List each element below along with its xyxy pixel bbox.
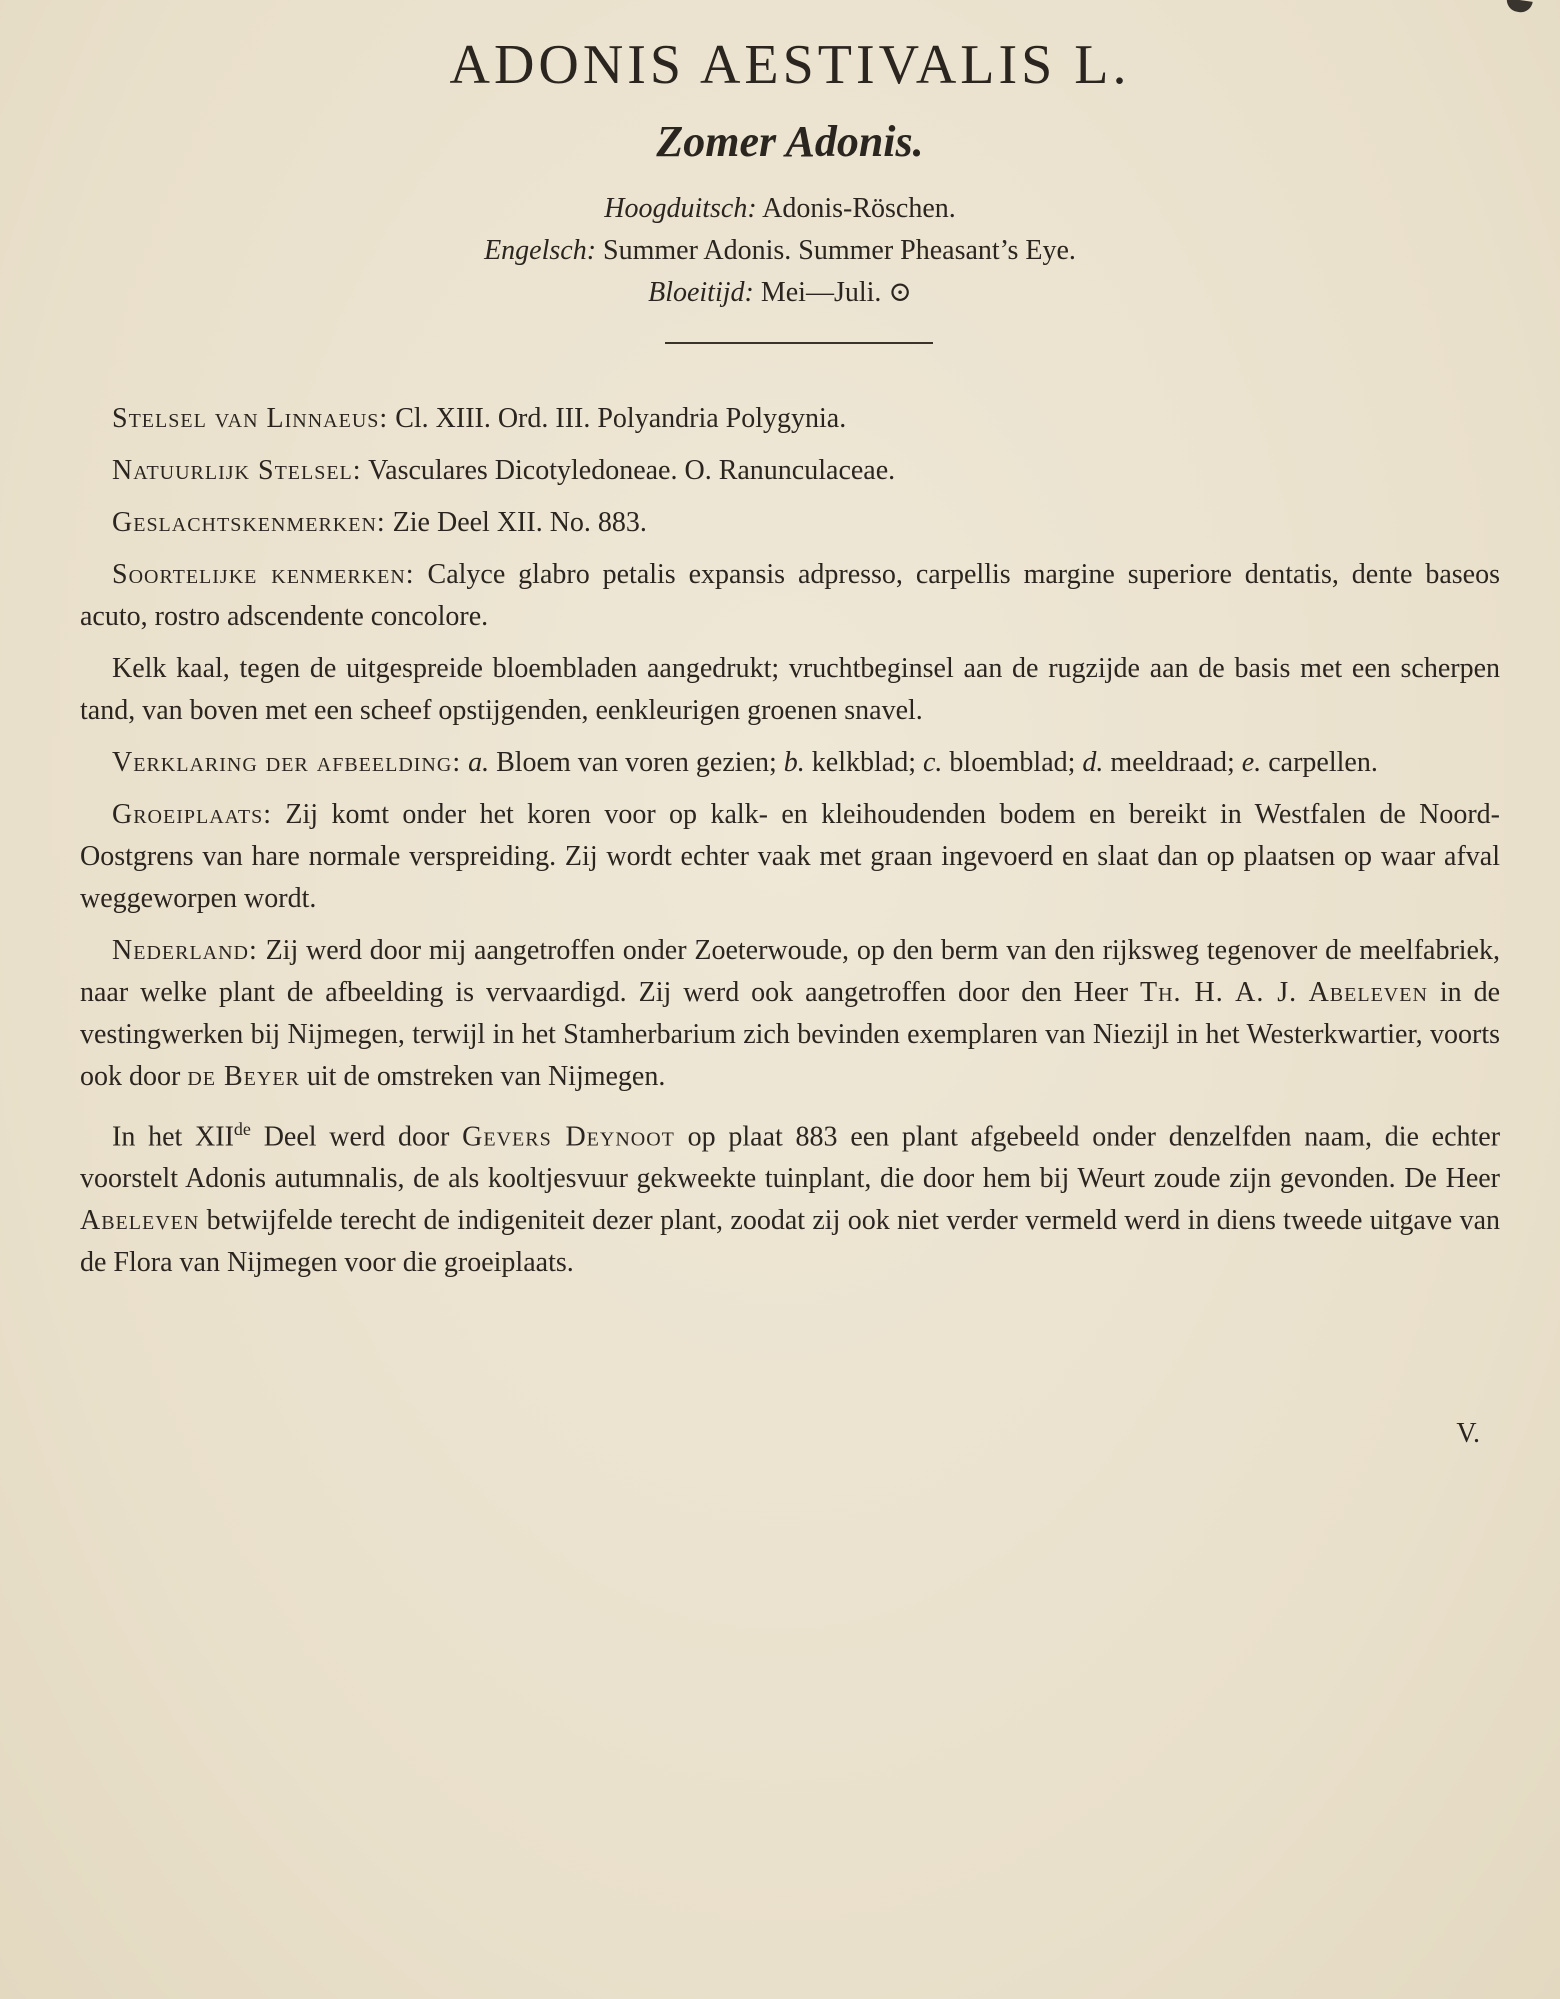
- paragraph-verklaring: [80, 742, 1500, 784]
- verklaring-label: Verklaring der afbeelding:: [112, 747, 462, 778]
- name-row-bloeitijd: [0, 272, 1560, 314]
- paragraph-soort: [80, 554, 1500, 638]
- soort-label: Soortelijke kenmerken:: [112, 559, 415, 590]
- deel-superscript: de: [233, 1119, 251, 1139]
- verklaring-c: c.: [922, 747, 943, 778]
- verklaring-b: b.: [783, 747, 805, 778]
- verklaring-a: a.: [468, 747, 490, 778]
- name-row-engelsch: [0, 230, 1560, 272]
- paragraph-groeiplaats: [80, 794, 1500, 920]
- nederland-name-de-beyer: de Beyer: [187, 1061, 300, 1092]
- deel-name-gevers-deynoot: Gevers Deynoot: [462, 1121, 675, 1153]
- header: [0, 30, 1560, 314]
- paragraph-kelk: [80, 648, 1500, 732]
- geslacht-label: Geslachtskenmerken:: [112, 507, 386, 538]
- bloeitijd-value: Mei—Juli. ⊙: [760, 277, 912, 308]
- common-names: [0, 188, 1560, 314]
- paragraph-geslacht: [80, 502, 1500, 544]
- nederland-text-1: Zij werd door mij aangetroffen onder Zoeterwoude, op den berm van den rijksweg tegenover de meelfabriek, naar welke plant de afbeelding is vervaardigd. Zij werd ook aangetroffen door den Heer: [80, 935, 1500, 1008]
- hoogduitsch-value: Adonis-Röschen.: [762, 193, 956, 224]
- kelk-text: Kelk kaal, tegen de uitgespreide bloembladen aangedrukt; vruchtbeginsel aan de rugzijde aan de basis met een scherpen tand, van boven met een scheef opstijgenden, eenkleurigen groenen snavel.: [80, 653, 1500, 726]
- page-subtitle: Zomer Adonis.: [656, 117, 924, 166]
- deel-text-2: Deel werd door: [263, 1121, 450, 1153]
- verklaring-d-text: meeldraad;: [1110, 747, 1235, 778]
- verklaring-d: d.: [1082, 747, 1104, 778]
- verklaring-e-text: carpellen.: [1268, 747, 1378, 778]
- divider-rule: [665, 342, 933, 344]
- nederland-text-3: uit de omstreken van Nijmegen.: [306, 1061, 666, 1092]
- paragraph-deel: [80, 1108, 1500, 1284]
- nederland-text-2: in de vestingwerken bij Nijmegen, terwijl in het Stamherbarium zich bevinden exemplaren van Niezijl in het Westerkwartier, voorts ook door: [80, 977, 1501, 1092]
- paragraph-linnaeus: [80, 398, 1500, 440]
- nederland-label: Nederland:: [112, 935, 258, 966]
- paragraph-nederland: [80, 930, 1500, 1098]
- page-title: ADONIS AESTIVALIS L.: [449, 34, 1131, 96]
- groeiplaats-text: Zij komt onder het koren voor op kalk- en kleihoudenden bodem en bereikt in Westfalen de Noord-Oostgrens van hare normale verspreiding. Zij wordt echter vaak met graan ingevoerd en slaat dan op plaatsen op waar afval weggeworpen wordt.: [80, 799, 1501, 914]
- engelsch-value: Summer Adonis. Summer Pheasant’s Eye.: [603, 235, 1076, 266]
- groeiplaats-label: Groeiplaats:: [112, 799, 273, 830]
- deel-text-1: In het XII: [112, 1121, 234, 1153]
- geslacht-text: Zie Deel XII. No. 883.: [392, 507, 647, 538]
- bloeitijd-label: Bloeitijd:: [648, 277, 754, 308]
- linnaeus-label: Stelsel van Linnaeus:: [112, 403, 389, 434]
- verklaring-c-text: bloemblad;: [949, 747, 1076, 778]
- deel-text-4: betwijfelde terecht de indigeniteit dezer plant, zoodat zij ook niet verder vermeld werd in diens tweede uitgave van de Flora van Nijmegen voor die groeiplaats.: [80, 1205, 1500, 1279]
- body-text: [80, 398, 1500, 1294]
- deel-text-3: op plaat 883 een plant afgebeeld onder denzelfden naam, die echter voorstelt Adonis autumnalis, de als kooltjesvuur gekweekte tuinplant, die door hem bij Weurt zoude zijn gevonden. De Heer: [80, 1121, 1501, 1195]
- engelsch-label: Engelsch:: [484, 235, 597, 266]
- hoogduitsch-label: Hoogduitsch:: [604, 193, 757, 224]
- natuurlijk-label: Natuurlijk Stelsel:: [112, 455, 362, 486]
- deel-name-abeleven: Abeleven: [80, 1205, 200, 1237]
- paragraph-natuurlijk: [80, 450, 1500, 492]
- corner-mark: [1505, 0, 1532, 14]
- verklaring-e: e.: [1241, 747, 1262, 778]
- nederland-name-abeleven: Th. H. A. J. Abeleven: [1140, 977, 1428, 1008]
- soort-text: Calyce glabro petalis expansis adpresso, carpellis margine superiore dentatis, dente baseos acuto, rostro adscendente concolore.: [80, 559, 1501, 632]
- signature: V.: [1456, 1418, 1480, 1449]
- name-row-hoogduitsch: [0, 188, 1560, 230]
- verklaring-a-text: Bloem van voren gezien;: [496, 747, 777, 778]
- linnaeus-text: Cl. XIII. Ord. III. Polyandria Polygynia.: [395, 403, 847, 434]
- natuurlijk-text: Vasculares Dicotyledoneae. O. Ranunculaceae.: [368, 455, 896, 486]
- verklaring-b-text: kelkblad;: [811, 747, 916, 778]
